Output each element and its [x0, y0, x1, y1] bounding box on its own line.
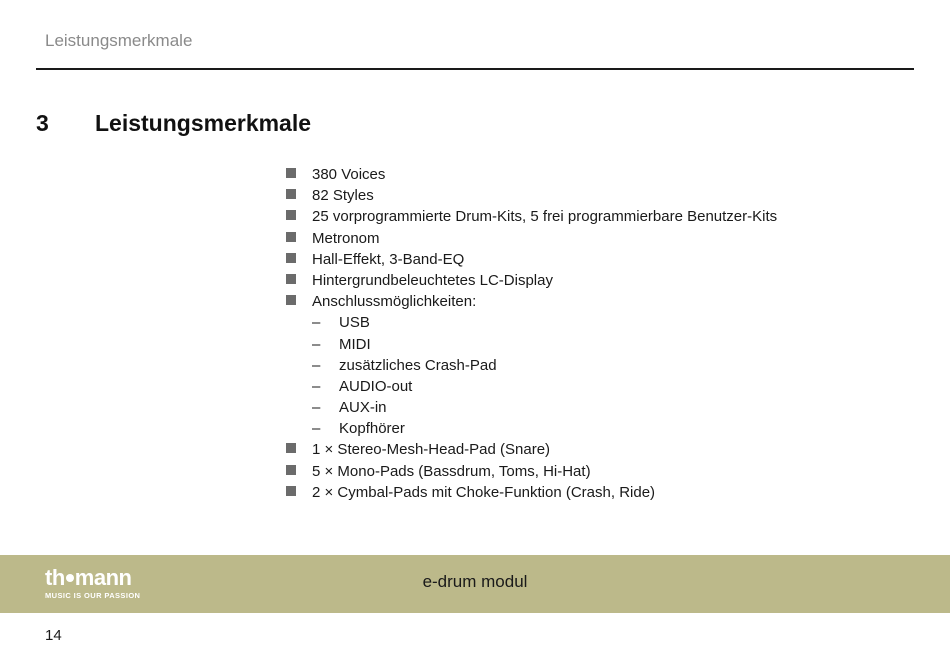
- header-divider: [36, 68, 914, 70]
- feature-text: Metronom: [312, 229, 380, 247]
- feature-item: [286, 461, 777, 482]
- feature-item: [286, 206, 777, 227]
- feature-text: 2 × Cymbal-Pads mit Choke-Funktion (Crash, Ride): [312, 483, 656, 501]
- square-bullet-icon: [286, 189, 296, 199]
- logo-suffix: mann: [74, 565, 132, 590]
- dash-bullet: –: [312, 356, 321, 374]
- square-bullet-icon: [286, 253, 296, 263]
- feature-item: [286, 228, 777, 249]
- feature-text: Hall-Effekt, 3-Band-EQ: [312, 250, 465, 268]
- square-bullet-icon: [286, 274, 296, 284]
- feature-subitem: [286, 312, 777, 333]
- feature-subitem: [286, 376, 777, 397]
- feature-subitem-text: USB: [339, 314, 370, 332]
- square-bullet-icon: [286, 443, 296, 453]
- feature-item: [286, 249, 777, 270]
- feature-text: 82 Styles: [312, 187, 374, 205]
- feature-text: 1 × Stereo-Mesh-Head-Pad (Snare): [312, 441, 551, 459]
- logo-tagline: MUSIC IS OUR PASSION: [45, 591, 141, 600]
- feature-subitem: [286, 397, 777, 418]
- footer-band: [0, 555, 950, 613]
- section-heading: [36, 110, 311, 137]
- logo-prefix: th: [45, 565, 65, 590]
- feature-text: Anschlussmöglichkeiten:: [312, 293, 477, 311]
- dash-bullet: –: [312, 314, 321, 332]
- feature-item: [286, 439, 777, 460]
- page-number: 14: [45, 627, 62, 644]
- square-bullet-icon: [286, 210, 296, 220]
- feature-item: [286, 270, 777, 291]
- product-name: e-drum modul: [422, 572, 528, 591]
- running-header-title: Leistungsmerkmale: [45, 31, 193, 50]
- dash-bullet: –: [312, 420, 321, 438]
- feature-subitem: [286, 334, 777, 355]
- feature-subitem-text: AUDIO-out: [339, 377, 413, 395]
- feature-subitem: [286, 355, 777, 376]
- dash-bullet: –: [312, 399, 321, 417]
- feature-subitem: [286, 418, 777, 439]
- square-bullet-icon: [286, 465, 296, 475]
- section-number: 3: [36, 110, 49, 136]
- feature-list: [286, 164, 777, 503]
- feature-text: 5 × Mono-Pads (Bassdrum, Toms, Hi-Hat): [312, 462, 591, 480]
- feature-subitem-text: Kopfhörer: [339, 420, 405, 438]
- feature-text: Hintergrundbeleuchtetes LC-Display: [312, 271, 553, 289]
- section-title-text: Leistungsmerkmale: [95, 110, 312, 136]
- square-bullet-icon: [286, 232, 296, 242]
- square-bullet-icon: [286, 295, 296, 305]
- feature-item: [286, 291, 777, 312]
- feature-subitem-text: MIDI: [339, 335, 371, 353]
- dash-bullet: –: [312, 335, 321, 353]
- feature-text: 25 vorprogrammierte Drum-Kits, 5 frei programmierbare Benutzer-Kits: [312, 208, 778, 226]
- feature-subitem-text: AUX-in: [339, 399, 387, 417]
- square-bullet-icon: [286, 168, 296, 178]
- feature-item: [286, 482, 777, 503]
- feature-item: [286, 185, 777, 206]
- feature-item: [286, 164, 777, 185]
- square-bullet-icon: [286, 486, 296, 496]
- dash-bullet: –: [312, 377, 321, 395]
- feature-text: 380 Voices: [312, 166, 386, 183]
- feature-subitem-text: zusätzliches Crash-Pad: [339, 356, 497, 374]
